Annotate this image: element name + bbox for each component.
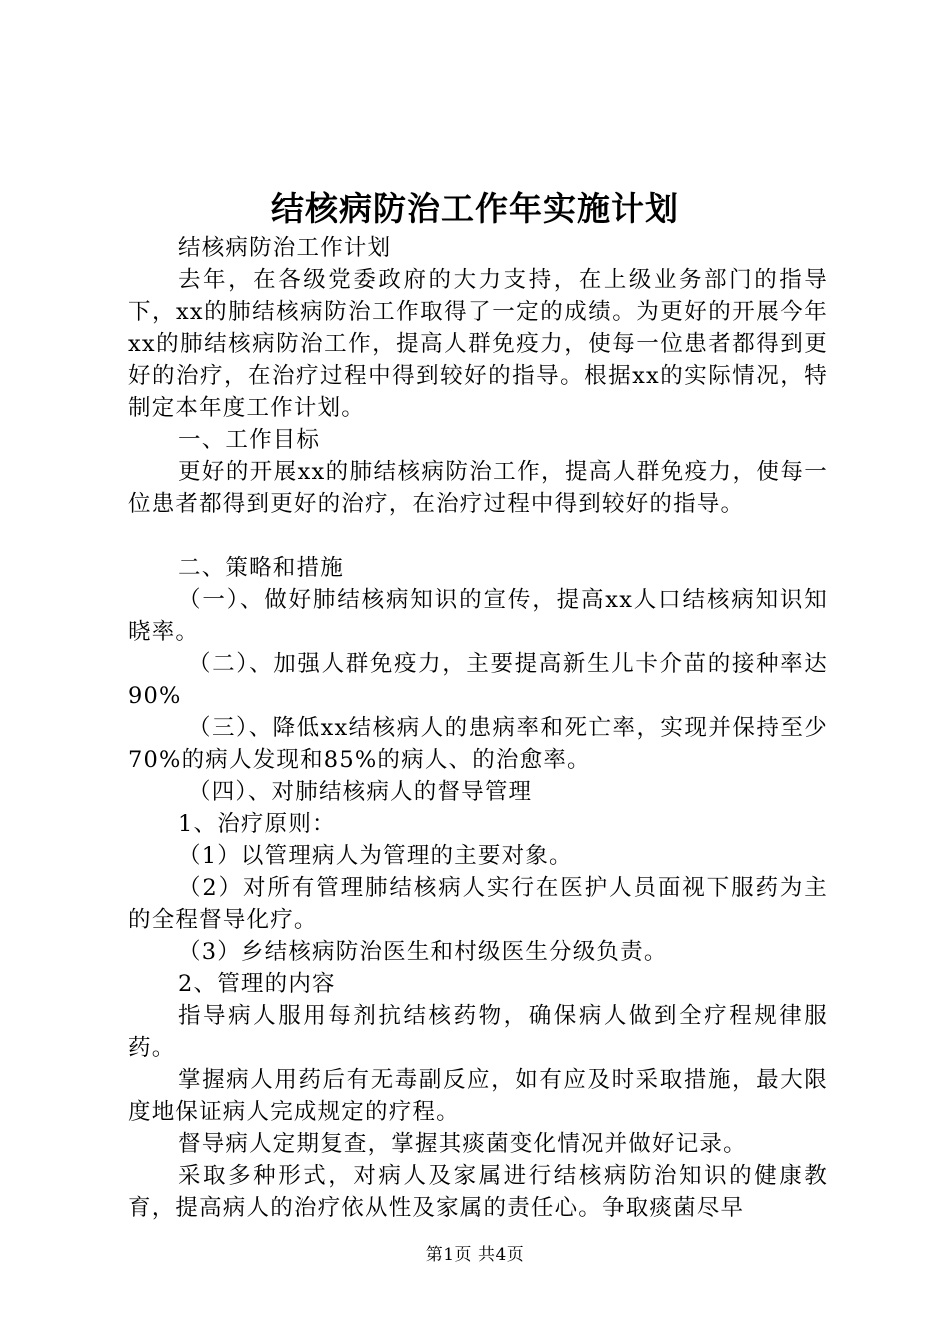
paragraph-intro: 去年，在各级党委政府的大力支持，在上级业务部门的指导下，xx的肺结核病防治工作取得了一定的成绩。为更好的开展今年xx的肺结核病防治工作，提高人群免疫力，使每一位患者都得到更好的治疗，在治疗过程中得到较好的指导。根据xx的实际情况，特制定本年度工作计划。 <box>128 267 828 421</box>
paragraph-principle-3: （3）乡结核病防治医生和村级医生分级负责。 <box>178 939 668 965</box>
paragraph-strategy-3: （三）、降低xx结核病人的患病率和死亡率，实现并保持至少70%的病人发现和85%的病人、的治愈率。 <box>128 715 828 773</box>
page-number: 第1页 共4页 <box>425 1245 525 1265</box>
heading-treatment-principles: 1、治疗原则： <box>178 811 336 837</box>
paragraph-goals: 更好的开展xx的肺结核病防治工作，提高人群免疫力，使每一位患者都得到更好的治疗，在治疗过程中得到较好的指导。 <box>128 459 828 517</box>
heading-goals: 一、工作目标 <box>178 427 321 453</box>
paragraph-management-3: 督导病人定期复查，掌握其痰菌变化情况并做好记录。 <box>178 1131 747 1157</box>
paragraph-strategy-1: （一）、做好肺结核病知识的宣传，提高xx人口结核病知识知晓率。 <box>128 587 828 645</box>
document-body <box>128 232 828 1224</box>
paragraph-strategy-4: （四）、对肺结核病人的督导管理 <box>188 779 533 805</box>
paragraph-management-1: 指导病人服用每剂抗结核药物，确保病人做到全疗程规律服药。 <box>128 1003 828 1061</box>
document-title: 结核病防治工作年实施计划 <box>271 189 679 228</box>
blank-line <box>128 520 828 552</box>
heading-strategy: 二、策略和措施 <box>178 555 344 581</box>
paragraph-principle-2: （2）对所有管理肺结核病人实行在医护人员面视下服药为主的全程督导化疗。 <box>128 875 828 933</box>
heading-management-content: 2、管理的内容 <box>178 971 336 997</box>
paragraph-principle-1: （1）以管理病人为管理的主要对象。 <box>178 843 573 869</box>
paragraph-management-4: 采取多种形式，对病人及家属进行结核病防治知识的健康教育，提高病人的治疗依从性及家属的责任心。争取痰菌尽早 <box>128 1163 828 1221</box>
paragraph-management-2: 掌握病人用药后有无毒副反应，如有应及时采取措施，最大限度地保证病人完成规定的疗程。 <box>128 1067 828 1125</box>
paragraph-strategy-2: （二）、加强人群免疫力，主要提高新生儿卡介苗的接种率达90% <box>128 651 828 709</box>
paragraph-subtitle: 结核病防治工作计划 <box>178 235 392 261</box>
